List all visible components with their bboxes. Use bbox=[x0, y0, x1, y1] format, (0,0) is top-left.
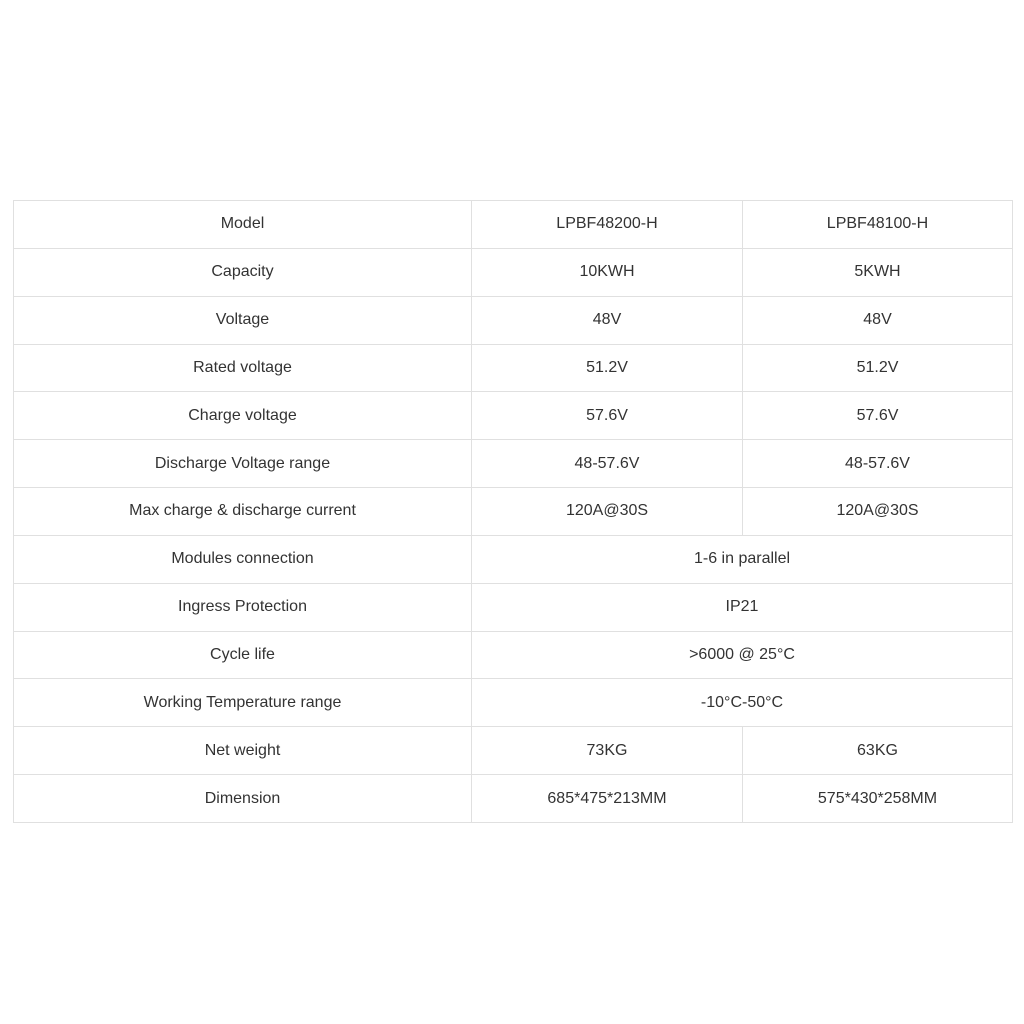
spec-value: 63KG bbox=[743, 727, 1013, 775]
spec-value: 57.6V bbox=[472, 392, 743, 440]
spec-label: Max charge & discharge current bbox=[14, 488, 472, 536]
spec-value: 575*430*258MM bbox=[743, 775, 1013, 823]
table-row bbox=[14, 344, 1013, 392]
spec-label: Capacity bbox=[14, 248, 472, 296]
spec-label: Charge voltage bbox=[14, 392, 472, 440]
spec-value: -10°C-50°C bbox=[472, 679, 1013, 727]
spec-value: LPBF48200-H bbox=[472, 201, 743, 249]
spec-table bbox=[13, 200, 1013, 823]
spec-value: >6000 @ 25°C bbox=[472, 631, 1013, 679]
spec-value: LPBF48100-H bbox=[743, 201, 1013, 249]
spec-label: Modules connection bbox=[14, 535, 472, 583]
table-row bbox=[14, 392, 1013, 440]
spec-value: 51.2V bbox=[743, 344, 1013, 392]
table-row bbox=[14, 488, 1013, 536]
table-row bbox=[14, 201, 1013, 249]
spec-value: 10KWH bbox=[472, 248, 743, 296]
spec-label: Working Temperature range bbox=[14, 679, 472, 727]
spec-label: Cycle life bbox=[14, 631, 472, 679]
spec-value: 48V bbox=[472, 296, 743, 344]
table-row bbox=[14, 583, 1013, 631]
spec-value: 120A@30S bbox=[472, 488, 743, 536]
table-row bbox=[14, 679, 1013, 727]
spec-label: Net weight bbox=[14, 727, 472, 775]
spec-value: 685*475*213MM bbox=[472, 775, 743, 823]
spec-label: Ingress Protection bbox=[14, 583, 472, 631]
spec-label: Discharge Voltage range bbox=[14, 440, 472, 488]
table-row bbox=[14, 248, 1013, 296]
spec-value: 48V bbox=[743, 296, 1013, 344]
spec-value: 1-6 in parallel bbox=[472, 535, 1013, 583]
spec-label: Voltage bbox=[14, 296, 472, 344]
table-row bbox=[14, 440, 1013, 488]
spec-value: IP21 bbox=[472, 583, 1013, 631]
table-row bbox=[14, 535, 1013, 583]
table-row bbox=[14, 296, 1013, 344]
spec-label: Model bbox=[14, 201, 472, 249]
spec-value: 5KWH bbox=[743, 248, 1013, 296]
spec-label: Rated voltage bbox=[14, 344, 472, 392]
spec-value: 73KG bbox=[472, 727, 743, 775]
spec-label: Dimension bbox=[14, 775, 472, 823]
table-row bbox=[14, 631, 1013, 679]
table-row bbox=[14, 727, 1013, 775]
spec-value: 57.6V bbox=[743, 392, 1013, 440]
spec-value: 51.2V bbox=[472, 344, 743, 392]
spec-value: 48-57.6V bbox=[743, 440, 1013, 488]
spec-value: 120A@30S bbox=[743, 488, 1013, 536]
spec-value: 48-57.6V bbox=[472, 440, 743, 488]
table-row bbox=[14, 775, 1013, 823]
